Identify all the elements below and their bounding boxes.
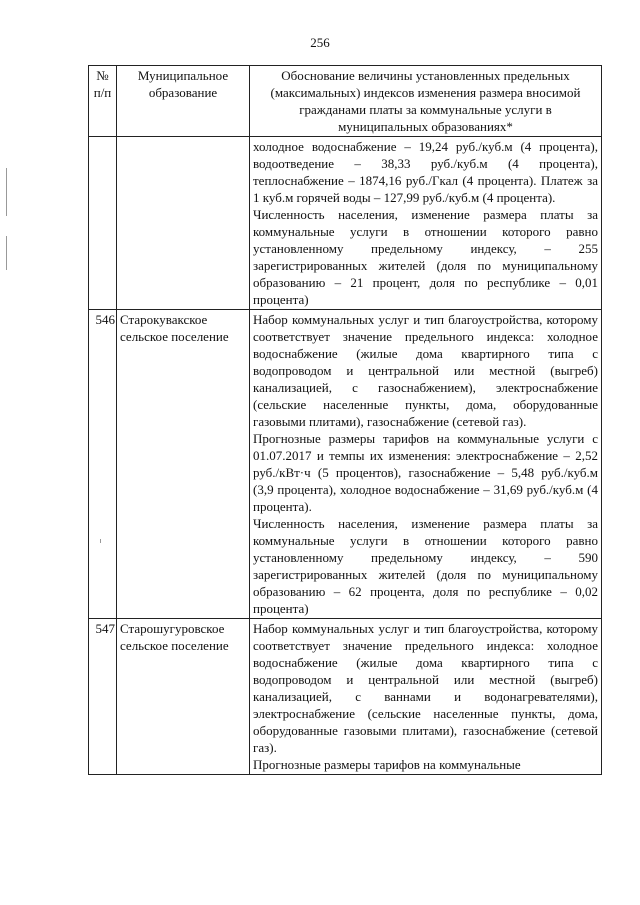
table-row — [89, 310, 602, 619]
row-num — [89, 137, 117, 310]
table-row — [89, 619, 602, 775]
scan-artifact — [6, 168, 7, 216]
tariff-table — [88, 65, 602, 775]
header-num: № п/п — [89, 66, 117, 137]
row-justification — [250, 310, 602, 619]
row-municipality: Старокувакское сельское поселение — [117, 310, 250, 619]
page-number: 256 — [310, 35, 330, 50]
paragraph: холодное водоснабжение – 19,24 руб./куб.м (4 процента), водоотведение – 38,33 руб./куб.м (4 процента), теплоснабжение – 1874,16 руб./Гкал (4 процента). Платеж за 1 куб.м горячей воды – 127,99 руб./куб.м (4 процента). — [253, 139, 598, 205]
table-row — [89, 137, 602, 310]
row-num: 547 — [89, 619, 117, 775]
paragraph: Набор коммунальных услуг и тип благоустройства, которому соответствует значение предельного индекса: холодное водоснабжение (жилые дома квартирного типа с водопроводом и центральной или местной (выгреб) канализацией, с ваннами и водонагревателями), электроснабжение (сельские населенные пункты, дома, оборудованные газовыми плитами), газоснабжение (сетевой газ). — [253, 621, 598, 755]
row-municipality: Старошугуровское сельское поселение — [117, 619, 250, 775]
header-municipality: Муниципальное образование — [117, 66, 250, 137]
header-justification: Обоснование величины установленных предельных (максимальных) индексов изменения размера вносимой гражданами платы за коммунальные услуги в муниципальных образованиях* — [250, 66, 602, 137]
scan-artifact — [6, 236, 7, 270]
paragraph: Прогнозные размеры тарифов на коммунальные — [253, 757, 521, 772]
scan-artifact — [100, 539, 101, 543]
table-header-row — [89, 66, 602, 137]
paragraph: Численность населения, изменение размера платы за коммунальные услуги в отношении которого равно установленному предельному индексу, – 255 зарегистрированных жителей (доля по муниципальному образованию – 21 процент, доля по республике – 0,01 процента) — [253, 207, 598, 307]
row-municipality — [117, 137, 250, 310]
row-justification — [250, 619, 602, 775]
row-justification — [250, 137, 602, 310]
paragraph: Набор коммунальных услуг и тип благоустройства, которому соответствует значение предельного индекса: холодное водоснабжение (жилые дома квартирного типа с водопроводом и центральной или местной (выгреб) канализацией, с газоснабжением), электроснабжение (сельские населенные пункты, дома, оборудованные газовыми плитами), газоснабжение (сетевой газ). — [253, 312, 598, 429]
paragraph: Численность населения, изменение размера платы за коммунальные услуги в отношении которого равно установленному предельному индексу, – 590 зарегистрированных жителей (доля по муниципальному образованию – 62 процента, доля по республике – 0,02 процента) — [253, 516, 598, 616]
paragraph: Прогнозные размеры тарифов на коммунальные услуги с 01.07.2017 и темпы их изменения: электроснабжение – 2,52 руб./кВт·ч (5 процентов), газоснабжение – 5,48 руб./куб.м (3,9 процента), холодное водоснабжение – 31,69 руб./куб.м (4 процента). — [253, 431, 598, 514]
row-num: 546 — [89, 310, 117, 619]
